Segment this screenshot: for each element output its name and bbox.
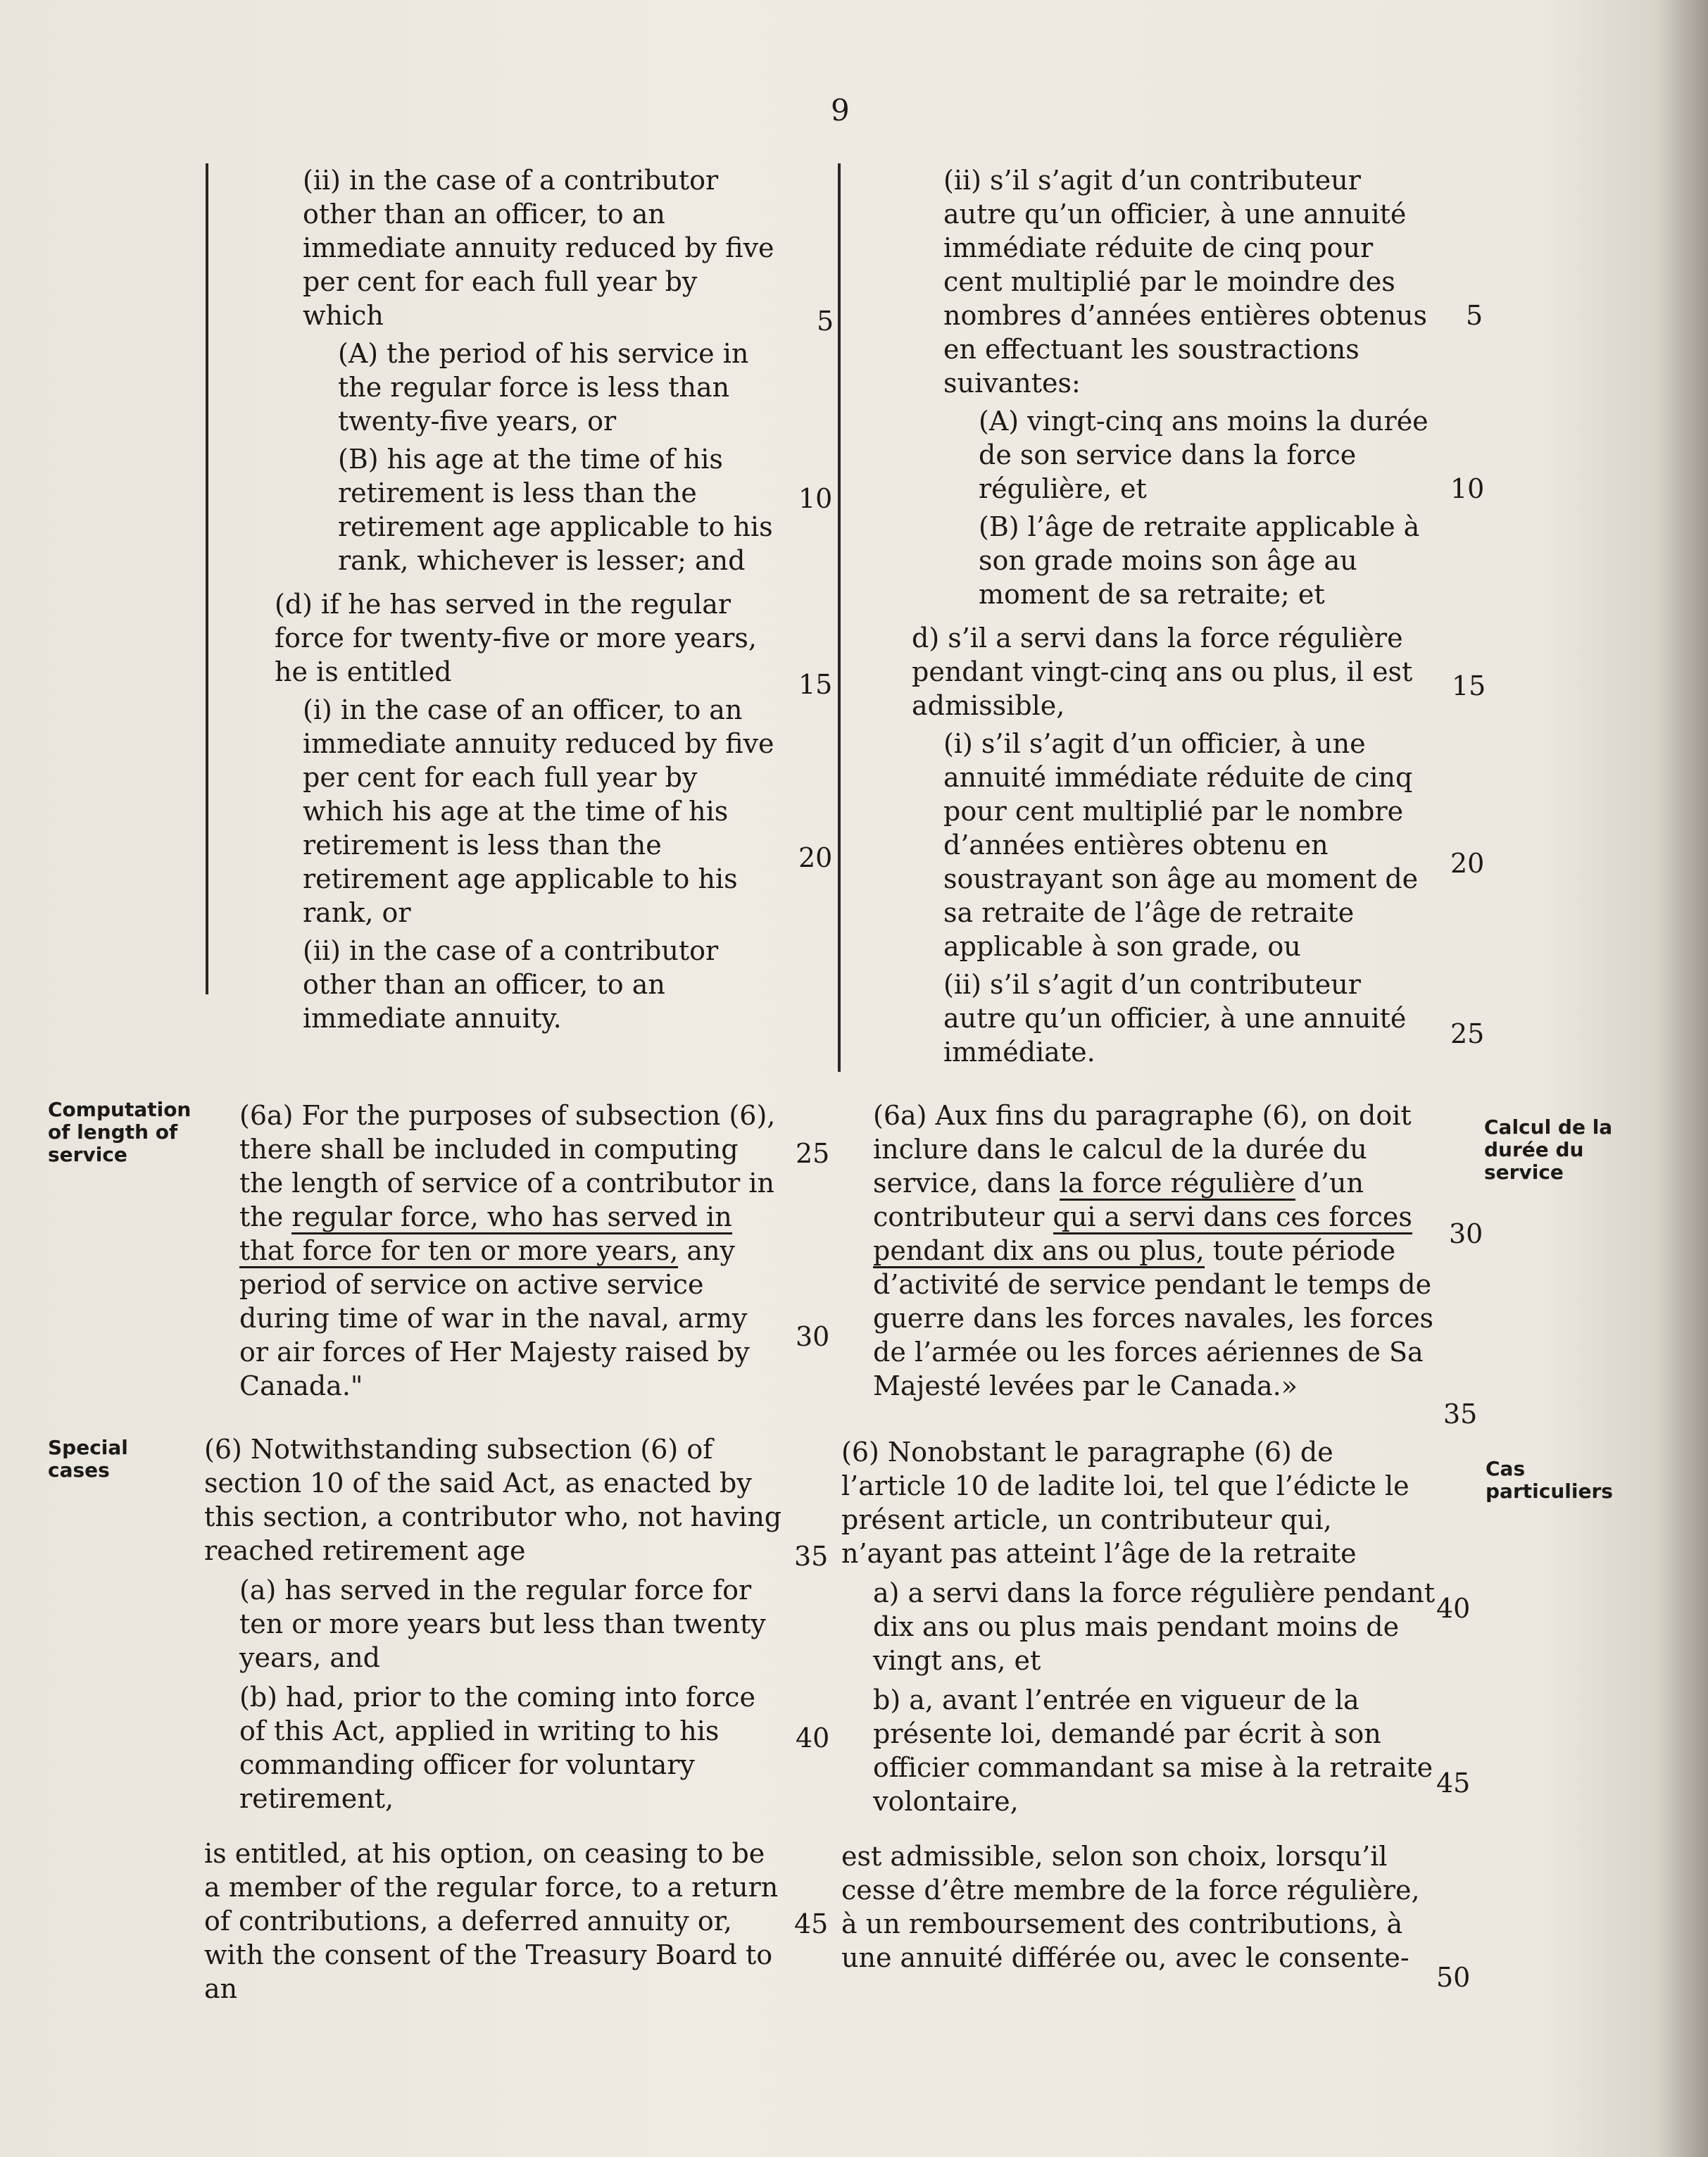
fr-para-d: d) s’il a servi dans la force régulière pendant vingt-cinq ans ou plus, il est admissible,	[912, 623, 1413, 721]
fr-sub6a-underlined-1: la force régulière	[1060, 1168, 1295, 1201]
en-sub6a-text-a: (6a) For the purposes of subsection (6), there shall be included in computing the length of service of a contributor in the	[239, 1100, 776, 1232]
margin-note-calcul: Calcul de la durée du service	[1484, 1115, 1613, 1184]
fr-sub6a-text-b: toute période d’activité de service pendant le temps de guerre dans les forces navales, les forces de l’armée ou les forces aériennes de Sa Majesté levées par le Canada.»	[873, 1235, 1434, 1401]
fr-line-number-35: 35	[1443, 1399, 1478, 1430]
fr-sub6	[841, 1435, 1436, 1975]
fr-sub6-intro: (6) Nonobstant le paragraphe (6) de l’article 10 de ladite loi, tel que l’édicte le présent article, un contributeur qui, n’ayant pas atteint l’âge de la retraite	[841, 1437, 1409, 1569]
en-para-B: (B) his age at the time of his retirement is less than the retirement age applicable to his rank, whichever is lesser; and	[338, 444, 773, 576]
fr-sub6-a: a) a servi dans la force régulière pendant dix ans ou plus mais pendant moins de vingt ans, et	[873, 1577, 1436, 1676]
fr-line-number-30: 30	[1449, 1218, 1483, 1249]
fr-line-number-45: 45	[1436, 1768, 1471, 1799]
en-sub6-intro: (6) Notwithstanding subsection (6) of section 10 of the said Act, as enacted by this section, a contributor who, not having reached retirement age	[204, 1434, 782, 1566]
en-line-number-40: 40	[796, 1723, 830, 1753]
fr-line-number-25: 25	[1450, 1018, 1485, 1049]
fr-line-number-15: 15	[1452, 670, 1486, 701]
en-para-ii: (ii) in the case of a contributor other than an officer, to an immediate annuity reduced by five per cent for each full year by which	[303, 165, 774, 331]
fr-line-number-20: 20	[1450, 848, 1485, 879]
fr-para-B: (B) l’âge de retraite applicable à son grade moins son âge au moment de sa retraite; et	[979, 511, 1420, 610]
fr-sub6a-text-m: d’un contributeur	[873, 1168, 1364, 1232]
en-line-number-10: 10	[798, 483, 833, 514]
en-sub6a-text-b: any period of service on active service during time of war in the naval, army or air forces of Her Majesty raised by Canada."	[239, 1235, 750, 1401]
en-line-number-25: 25	[796, 1138, 830, 1169]
margin-note-cas: Cas particuliers	[1486, 1457, 1613, 1503]
en-line-number-35: 35	[794, 1541, 829, 1572]
en-sub6-a: (a) has served in the regular force for ten or more years but less than twenty years, and	[239, 1575, 766, 1673]
fr-sub6-end: est admissible, selon son choix, lorsqu’il cesse d’être membre de la force régulière, à un remboursement des contributions, à une annuité différée ou, avec le consente-	[841, 1841, 1420, 1973]
fr-line-number-40: 40	[1436, 1593, 1471, 1624]
fr-sub6a	[873, 1099, 1450, 1403]
fr-sub6a-underlined-2: qui a servi dans ces forces pendant dix ans ou plus,	[873, 1201, 1412, 1268]
french-block-1	[873, 163, 1450, 1069]
en-para-d: (d) if he has served in the regular force for twenty-five or more years, he is entitled	[275, 589, 757, 687]
en-sub6	[204, 1432, 789, 2006]
en-para-i: (i) in the case of an officer, to an immediate annuity reduced by five per cent for each full year by which his age at the time of his retirement is less than the retirement age applicable to his rank, or	[303, 694, 774, 928]
fr-line-number-50: 50	[1436, 1962, 1471, 1993]
fr-para-A: (A) vingt-cinq ans moins la durée de son service dans la force régulière, et	[979, 406, 1428, 504]
revision-bar-middle	[838, 163, 841, 1072]
en-line-number-5: 5	[817, 306, 834, 337]
en-sub6a	[204, 1099, 789, 1403]
en-line-number-45: 45	[794, 1908, 829, 1939]
fr-para-i: (i) s’il s’agit d’un officier, à une annuité immédiate réduite de cinq pour cent multiplié par le nombre d’années entières obtenu en soustrayant son âge au moment de sa retraite de l’âge de retraite applicable à son grade, ou	[943, 728, 1419, 962]
fr-sub6a-text-a: (6a) Aux fins du paragraphe (6), on doit inclure dans le calcul de la durée du service, dans	[873, 1100, 1412, 1199]
margin-note-special: Special cases	[48, 1436, 128, 1482]
fr-para-ii-b: (ii) s’il s’agit d’un contributeur autre qu’un officier, à une annuité immédiate.	[943, 969, 1407, 1068]
en-line-number-15: 15	[798, 669, 833, 700]
margin-note-computation: Computation of length of service	[48, 1098, 191, 1166]
en-sub6-b: (b) had, prior to the coming into force of this Act, applied in writing to his commanding officer for voluntary retirement,	[239, 1682, 755, 1814]
fr-sub6-b: b) a, avant l’entrée en vigueur de la présente loi, demandé par écrit à son officier commandant sa mise à la retraite volontaire,	[873, 1684, 1433, 1817]
fr-para-ii: (ii) s’il s’agit d’un contributeur autre qu’un officier, à une annuité immédiate réduite de cinq pour cent multiplié par le moindre des nombres d’années entières obtenus en effectuant les soustractions suivantes:	[943, 165, 1428, 399]
en-para-A: (A) the period of his service in the regular force is less than twenty-five years, or	[338, 338, 749, 437]
english-block-1	[204, 163, 789, 1035]
page-number: 9	[831, 93, 850, 127]
en-line-number-30: 30	[796, 1321, 830, 1352]
en-line-number-20: 20	[798, 842, 833, 873]
en-para-ii-b: (ii) in the case of a contributor other than an officer, to an immediate annuity.	[303, 935, 719, 1034]
fr-line-number-10: 10	[1450, 473, 1485, 504]
fr-line-number-5: 5	[1466, 300, 1483, 331]
en-sub6-end: is entitled, at his option, on ceasing to be a member of the regular force, to a return of contributions, a deferred annuity or, with the consent of the Treasury Board to an	[204, 1838, 779, 2004]
en-sub6a-underlined: regular force, who has served in that force for ten or more years,	[239, 1201, 732, 1268]
